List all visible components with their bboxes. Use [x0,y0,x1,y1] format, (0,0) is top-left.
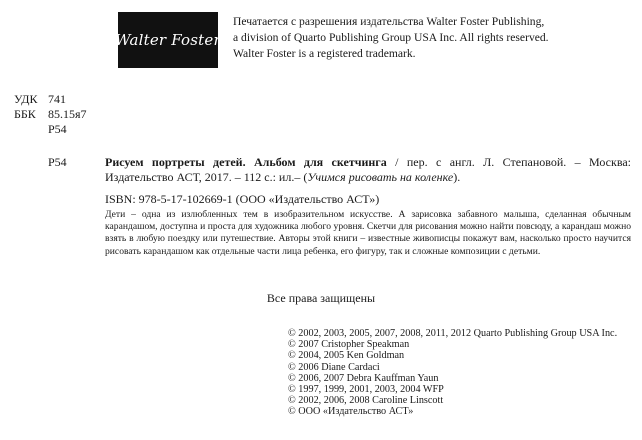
copyright-list [288,328,617,418]
udk-label: УДК [14,92,38,106]
bibliographic-record [105,155,631,185]
bbk-value: 85.15я7 [48,107,87,121]
book-details: / пер. с англ. Л. Степановой. – Москва: Издательство АСТ, 2017. – 112 с.: ил.– ( [105,155,632,184]
book-details-end: ). [453,170,461,184]
series-name: Учимся рисовать на коленке [307,170,454,184]
permission-line: Walter Foster is a registered trademark. [233,47,416,60]
copyright-line: © 2006 Diane Cardaci [288,361,380,373]
permission-notice [233,14,633,62]
annotation: Дети – одна из излюбленных тем в изобразительном искусстве. А зарисовка забавного малыша, сделанная обычным карандашом, доступна и проста для художника любого уровня. Скетчи для рисования можно найти повсюду, а карандаш можно взять в любую поездку или путешествие. Авторы этой книги – известные живописцы покажут вам, насколько просто научится рисовать карандашом как отдельные части лица ребенка, его фигуру, так и сложные композиции с детьми. [105,209,631,257]
author-mark-top: Р54 [48,122,67,136]
rights-notice: Все права защищены [266,291,376,305]
copyright-line: © 2002, 2006, 2008 Caroline Linscott [288,395,444,407]
publisher-logo [115,12,221,68]
copyright-line: © 1997, 1999, 2001, 2003, 2004 WFP [288,384,444,396]
copyright-line: © 2004, 2005 Ken Goldman [288,350,405,362]
copyright-line: © ООО «Издательство АСТ» [288,406,414,418]
book-title: Рисуем портреты детей. Альбом для скетчинга [105,155,387,169]
copyright-line: © 2002, 2003, 2005, 2007, 2008, 2011, 2012 Quarto Publishing Group USA Inc. [288,328,618,339]
permission-line: Печатается с разрешения издательства Walter Foster Publishing, [233,15,545,28]
permission-line: a division of Quarto Publishing Group USA Inc. All rights reserved. [233,31,549,44]
author-mark: Р54 [48,155,67,169]
copyright-line: © 2006, 2007 Debra Kauffman Yaun [288,372,439,384]
udk-value: 741 [48,92,66,106]
isbn: ISBN: 978-5-17-102669-1 (ООО «Издательство АСТ») [105,192,380,206]
copyright-line: © 2007 Cristopher Speakman [288,339,410,351]
bbk-label: ББК [14,107,36,121]
logo-wordmark: Walter Foster [115,31,221,49]
